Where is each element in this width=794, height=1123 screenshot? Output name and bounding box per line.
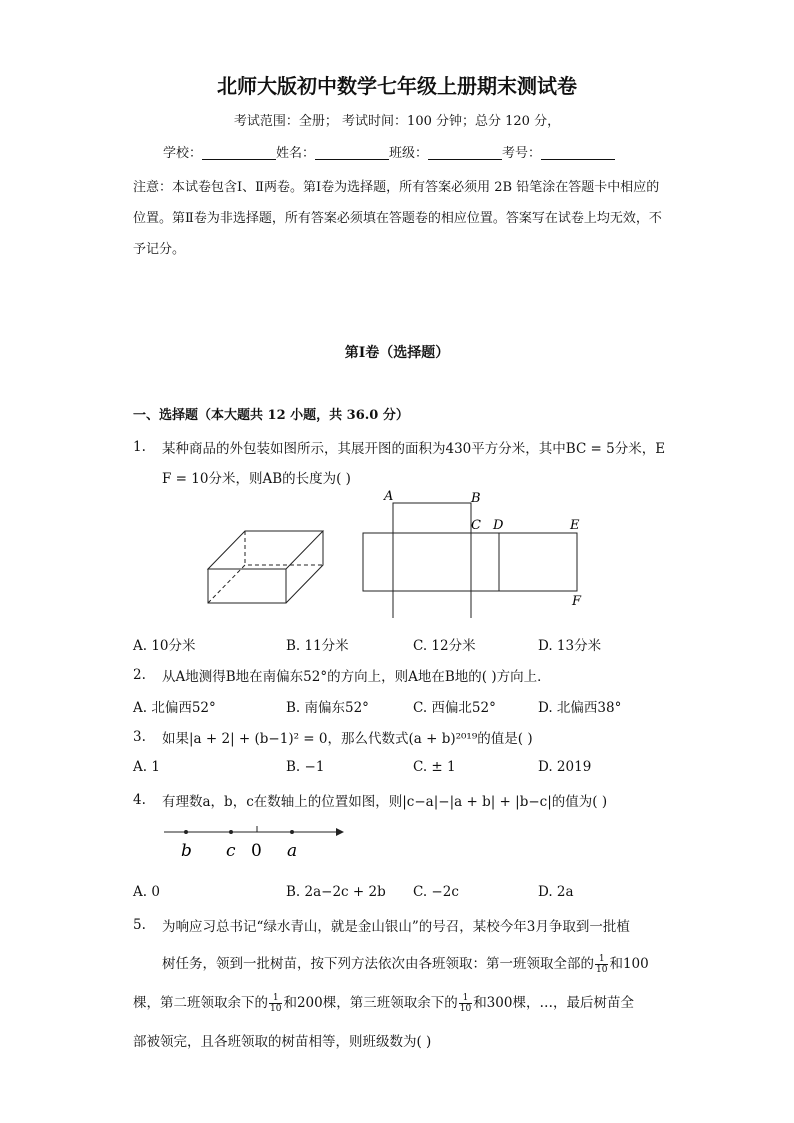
question-number: 2.: [133, 667, 146, 683]
axis-label-a: a: [287, 841, 298, 861]
name-label: 姓名：: [276, 146, 316, 161]
text-fragment: 树任务，领到一批树苗，按下列方法依次由各班领取：第一班领取全部的: [162, 956, 594, 972]
question-text: 从A地测得B地在南偏东52°的方向上，则A地在B地的( )方向上．: [162, 669, 551, 685]
label-b: B: [471, 491, 481, 506]
question-text: 如果|a + 2| + (b−1)² = 0，那么代数式(a + b)²⁰¹⁹的值是( ): [162, 731, 533, 747]
fraction-numerator: 1: [269, 993, 282, 1004]
option-a[interactable]: A. 10分米: [133, 638, 196, 654]
question-number: 3.: [133, 729, 146, 745]
fraction: [595, 954, 608, 975]
label-c: C: [471, 518, 481, 533]
name-field[interactable]: [315, 145, 389, 160]
question-number: 5.: [133, 917, 146, 933]
label-a: A: [384, 489, 394, 504]
exam-scope: 考试范围：全册； 考试时间：100 分钟；总分 120 分，: [233, 114, 561, 129]
box-figure: [200, 518, 330, 608]
class-label: 班级：: [389, 146, 429, 161]
unfolded-net-figure: [355, 488, 595, 618]
class-field[interactable]: [428, 145, 502, 160]
exam-note: 注意：本试卷包含Ⅰ、Ⅱ两卷。第Ⅰ卷为选择题，所有答案必须用 2B 铅笔涂在答题卡中相应的位置。第Ⅱ卷为非选择题，所有答案必须填在答题卷的相应位置。答案写在试卷上均无效，不予记分。: [133, 180, 662, 257]
label-e: E: [570, 518, 580, 533]
option-d[interactable]: D. 北偏西38°: [538, 700, 622, 716]
text-fragment: 和100: [609, 956, 649, 972]
fraction-numerator: 1: [459, 993, 472, 1004]
fraction-denominator: 10: [596, 965, 608, 975]
option-d[interactable]: D. 2019: [538, 759, 592, 775]
option-a[interactable]: A. 0: [133, 884, 160, 900]
text-fragment: 棵，第二班领取余下的: [133, 995, 268, 1011]
part1-title: 第Ⅰ卷（选择题）: [344, 345, 450, 361]
school-field[interactable]: [202, 145, 276, 160]
fraction: [459, 993, 472, 1014]
question-number: 4.: [133, 792, 146, 808]
number-line-figure: [160, 820, 350, 865]
option-d[interactable]: D. 13分米: [538, 638, 602, 654]
option-c[interactable]: C. ± 1: [413, 759, 456, 775]
option-c[interactable]: C. 12分米: [413, 638, 476, 654]
label-d: D: [493, 518, 504, 533]
option-c[interactable]: C. −2c: [413, 884, 459, 900]
question-text: 为响应习总书记“绿水青山，就是金山银山”的号召，某校今年3月争取到一批植: [162, 919, 630, 935]
text-fragment: 和200棵，第三班领取余下的: [283, 995, 458, 1011]
id-label: 考号：: [502, 146, 542, 161]
option-b[interactable]: B. −1: [286, 759, 325, 775]
question-text-cont: [162, 952, 649, 975]
page-title: 北师大版初中数学七年级上册期末测试卷: [217, 74, 577, 98]
fraction: [269, 993, 282, 1014]
axis-label-c: c: [226, 841, 236, 861]
axis-label-zero: 0: [251, 841, 262, 861]
fraction-denominator: 10: [270, 1004, 282, 1014]
student-info-line: [163, 142, 615, 161]
question-text: 有理数a，b，c在数轴上的位置如图，则|c−a|−|a + b| + |b−c|的值为( ): [162, 794, 608, 810]
option-c[interactable]: C. 西偏北52°: [413, 700, 496, 716]
text-fragment: 和300棵，…，最后树苗全: [473, 995, 634, 1011]
question-text-cont: [133, 991, 634, 1014]
option-d[interactable]: D. 2a: [538, 884, 574, 900]
question-text: 某种商品的外包装如图所示，其展开图的面积为430平方分米，其中BC = 5分米，E: [162, 441, 666, 457]
option-b[interactable]: B. 南偏东52°: [286, 700, 369, 716]
section-heading: 一、选择题（本大题共 12 小题，共 36.0 分）: [133, 408, 409, 423]
axis-label-b: b: [181, 841, 192, 861]
option-b[interactable]: B. 2a−2c + 2b: [286, 884, 386, 900]
school-label: 学校：: [163, 146, 203, 161]
question-text-cont: F = 10分米，则AB的长度为( ): [162, 471, 351, 487]
option-a[interactable]: A. 1: [133, 759, 160, 775]
option-b[interactable]: B. 11分米: [286, 638, 349, 654]
id-field[interactable]: [541, 145, 615, 160]
option-a[interactable]: A. 北偏西52°: [133, 700, 216, 716]
label-f: F: [572, 594, 582, 609]
question-number: 1.: [133, 439, 146, 455]
fraction-denominator: 10: [459, 1004, 472, 1014]
fraction-numerator: 1: [595, 954, 608, 965]
question-text-cont: 部被领完，且各班领取的树苗相等，则班级数为( ): [133, 1034, 432, 1050]
